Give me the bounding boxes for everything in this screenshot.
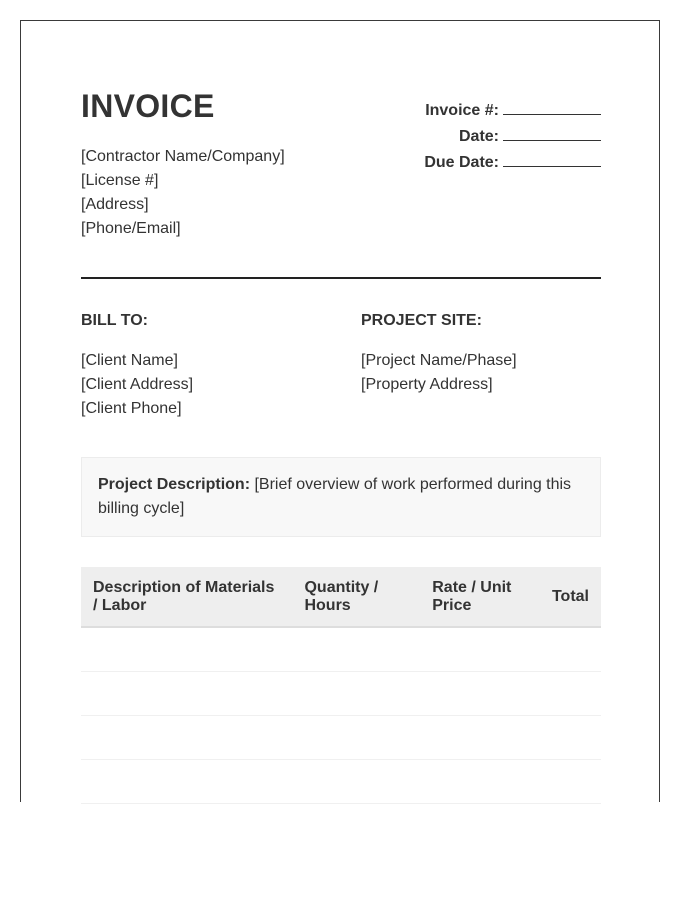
table-row bbox=[81, 760, 601, 804]
due-date-row bbox=[424, 149, 601, 175]
bill-to-heading: BILL TO: bbox=[81, 312, 148, 329]
table-cell bbox=[292, 716, 420, 760]
table-cell bbox=[81, 760, 292, 804]
table-cell bbox=[292, 672, 420, 716]
project-description-text: [Brief overview of work performed during this billing cycle] bbox=[98, 476, 572, 517]
contractor-address: [Address] bbox=[81, 196, 149, 213]
contractor-contact: [Phone/Email] bbox=[81, 220, 181, 237]
table-header-row bbox=[81, 567, 601, 627]
due-date-label: Due Date: bbox=[424, 154, 499, 171]
table-cell bbox=[292, 760, 420, 804]
invoice-meta bbox=[424, 97, 601, 175]
table-cell bbox=[540, 672, 601, 716]
contractor-info bbox=[81, 145, 285, 241]
table-cell bbox=[81, 716, 292, 760]
header-quantity: Quantity / Hours bbox=[292, 567, 420, 627]
invoice-title: INVOICE bbox=[81, 88, 215, 124]
project-description-box bbox=[81, 457, 601, 537]
invoice-number-label: Invoice #: bbox=[425, 102, 499, 119]
date-label: Date: bbox=[458, 128, 499, 145]
table-cell bbox=[540, 760, 601, 804]
table-row bbox=[81, 716, 601, 760]
invoice-page bbox=[20, 20, 660, 802]
contractor-name: [Contractor Name/Company] bbox=[81, 148, 285, 165]
table-row bbox=[81, 672, 601, 716]
header-description: Description of Materials / Labor bbox=[81, 567, 292, 627]
table-cell bbox=[81, 672, 292, 716]
table-cell bbox=[292, 627, 420, 672]
table-cell bbox=[420, 672, 540, 716]
table-cell bbox=[420, 760, 540, 804]
header-rate: Rate / Unit Price bbox=[420, 567, 540, 627]
bill-to-section bbox=[81, 309, 193, 421]
project-description-label: Project Description: bbox=[98, 476, 251, 493]
table-row bbox=[81, 627, 601, 672]
table-cell bbox=[81, 627, 292, 672]
property-address: [Property Address] bbox=[361, 376, 493, 393]
header-divider bbox=[81, 277, 601, 279]
table-cell bbox=[420, 716, 540, 760]
invoice-number-row bbox=[424, 97, 601, 123]
table-cell bbox=[540, 627, 601, 672]
client-phone: [Client Phone] bbox=[81, 400, 182, 417]
client-address: [Client Address] bbox=[81, 376, 194, 393]
project-site-section bbox=[361, 309, 517, 397]
line-items-table bbox=[81, 567, 601, 804]
table-cell bbox=[420, 627, 540, 672]
project-site-heading: PROJECT SITE: bbox=[361, 312, 482, 329]
project-name: [Project Name/Phase] bbox=[361, 352, 517, 369]
header-total: Total bbox=[540, 567, 601, 627]
table-cell bbox=[540, 716, 601, 760]
date-blank bbox=[503, 123, 601, 141]
invoice-number-blank bbox=[503, 97, 601, 115]
due-date-blank bbox=[503, 149, 601, 167]
contractor-license: [License #] bbox=[81, 172, 159, 189]
date-row bbox=[424, 123, 601, 149]
client-name: [Client Name] bbox=[81, 352, 178, 369]
